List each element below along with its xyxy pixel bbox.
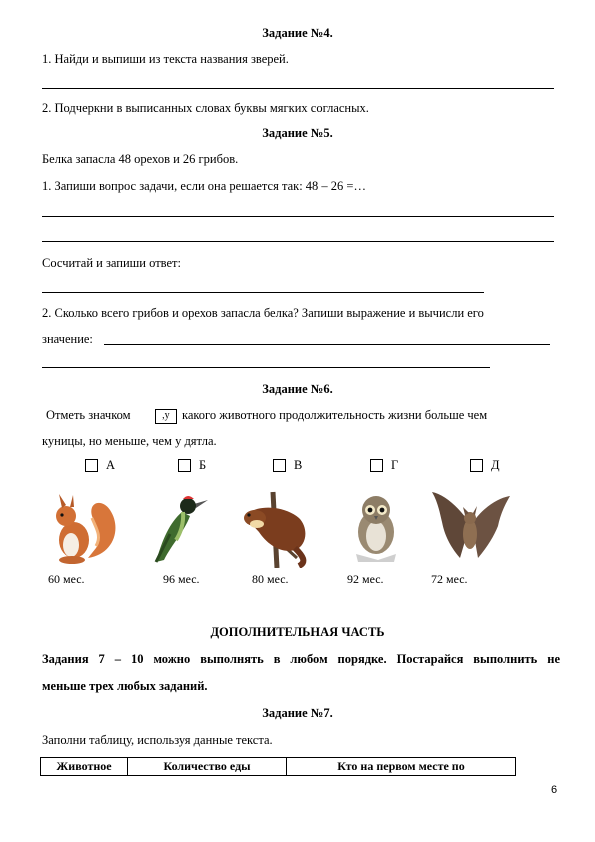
option-label: Г <box>391 458 399 472</box>
answer-line[interactable] <box>42 241 554 242</box>
extra-part-instruction-line1: Задания 7 – 10 можно выполнять в любом порядке. Постарайся выполнить не <box>42 652 560 666</box>
option-label: Д <box>491 458 500 472</box>
option-label: Б <box>199 458 207 472</box>
option-d[interactable] <box>370 458 398 473</box>
column-header-animal: Животное <box>41 758 128 776</box>
task5-value-label: значение: <box>42 332 93 346</box>
squirrel-icon <box>44 488 122 568</box>
owl-icon <box>338 488 408 568</box>
woodpecker-icon <box>150 488 210 568</box>
extra-part-title: ДОПОЛНИТЕЛЬНАЯ ЧАСТЬ <box>210 625 385 639</box>
task5-answer-label: Сосчитай и запиши ответ: <box>42 256 181 270</box>
task5-question-1: 1. Запиши вопрос задачи, если она решается так: 48 – 26 =… <box>42 179 366 193</box>
option-c[interactable] <box>273 458 302 473</box>
column-header-first-place: Кто на первом месте по <box>287 758 516 776</box>
page-number: 6 <box>551 784 558 796</box>
answer-line[interactable] <box>42 88 554 89</box>
checkbox[interactable] <box>85 459 98 472</box>
task6-instruction <box>46 408 487 424</box>
task7-table <box>40 757 516 776</box>
option-e[interactable] <box>470 458 500 473</box>
task5-condition: Белка запасла 48 орехов и 26 грибов. <box>42 152 239 166</box>
marten-icon <box>237 488 315 568</box>
task4-question-1: 1. Найди и выпиши из текста названия зверей. <box>42 52 289 66</box>
option-b[interactable] <box>178 458 206 473</box>
task6-title: Задание №6. <box>262 382 333 396</box>
bat-months: 72 мес. <box>431 572 468 586</box>
answer-line[interactable] <box>104 344 550 345</box>
option-a[interactable] <box>85 458 115 473</box>
table-header-row <box>41 758 516 776</box>
task7-title: Задание №7. <box>262 706 333 720</box>
task5-title: Задание №5. <box>262 126 333 140</box>
woodpecker-months: 96 мес. <box>163 572 200 586</box>
task6-instruction-line2: куницы, но меньше, чем у дятла. <box>42 434 217 448</box>
task5-question-2: 2. Сколько всего грибов и орехов запасла белка? Запиши выражение и вычисли его <box>42 306 484 320</box>
answer-line[interactable] <box>42 367 490 368</box>
squirrel-months: 60 мес. <box>48 572 85 586</box>
option-label: В <box>294 458 303 472</box>
task6-instruction-part1: Отметь значком <box>46 408 131 422</box>
task7-instruction: Заполни таблицу, используя данные текста. <box>42 733 273 747</box>
checkbox[interactable] <box>470 459 483 472</box>
bat-icon <box>430 488 512 568</box>
checkbox[interactable] <box>273 459 286 472</box>
checkbox[interactable] <box>178 459 191 472</box>
task4-question-2: 2. Подчеркни в выписанных словах буквы мягких согласных. <box>42 101 369 115</box>
task6-instruction-part2: какого животного продолжительность жизни больше чем <box>181 408 488 422</box>
option-label: А <box>106 458 116 472</box>
answer-line[interactable] <box>42 292 484 293</box>
task4-title: Задание №4. <box>262 26 333 40</box>
answer-line[interactable] <box>42 216 554 217</box>
extra-part-instruction-line2: меньше трех любых заданий. <box>42 679 208 693</box>
owl-months: 92 мес. <box>347 572 384 586</box>
column-header-food: Количество еды <box>128 758 287 776</box>
checkmark-icon: ,у <box>155 409 177 424</box>
checkbox[interactable] <box>370 459 383 472</box>
marten-months: 80 мес. <box>252 572 289 586</box>
